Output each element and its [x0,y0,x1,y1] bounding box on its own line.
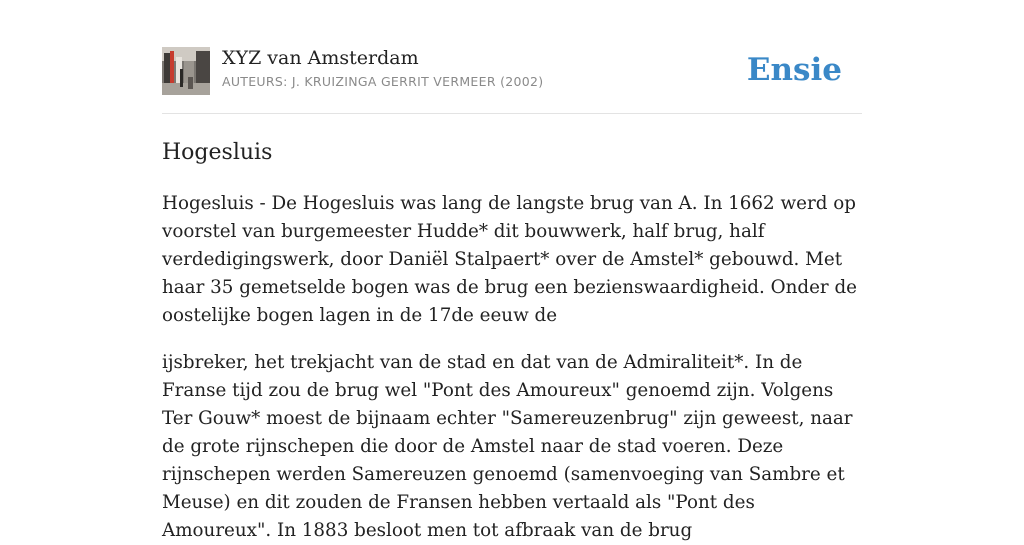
header-divider [162,113,862,114]
book-cover-thumbnail[interactable] [162,47,210,95]
ensie-logo[interactable]: Ensie [746,52,842,88]
book-title[interactable]: XYZ van Amsterdam [222,47,419,69]
book-cover-icon [162,47,210,95]
entry-title: Hogesluis [162,140,273,165]
book-header [162,46,862,96]
entry-paragraph: Hogesluis - De Hogesluis was lang de langste brug van A. In 1662 werd op voorstel van burgemeester Hudde* dit bouwwerk, half brug, half verdedigingswerk, door Daniël Stalpaert* over de Amstel* gebouwd. Met haar 35 gemetselde bogen was de brug een bezienswaardigheid. Onder de oostelijke bogen lagen in de 17de eeuw de [162,193,857,326]
book-authors: AUTEURS: J. KRUIZINGA GERRIT VERMEER (2002) [222,74,544,89]
entry-paragraph: ijsbreker, het trekjacht van de stad en dat van de Admiraliteit*. In de Franse tijd zou de brug wel "Pont des Amoureux" genoemd zijn. Volgens Ter Gouw* moest de bijnaam echter "Samereuzenbrug" zijn geweest, naar de grote rijnschepen die door de Amstel naar de stad voeren. Deze rijnschepen werden Samereuzen genoemd (samenvoeging van Sambre et Meuse) en dit zouden de Fransen hebben vertaald als "Pont des Amoureux". In 1883 besloot men tot afbraak van de brug [162,352,853,541]
